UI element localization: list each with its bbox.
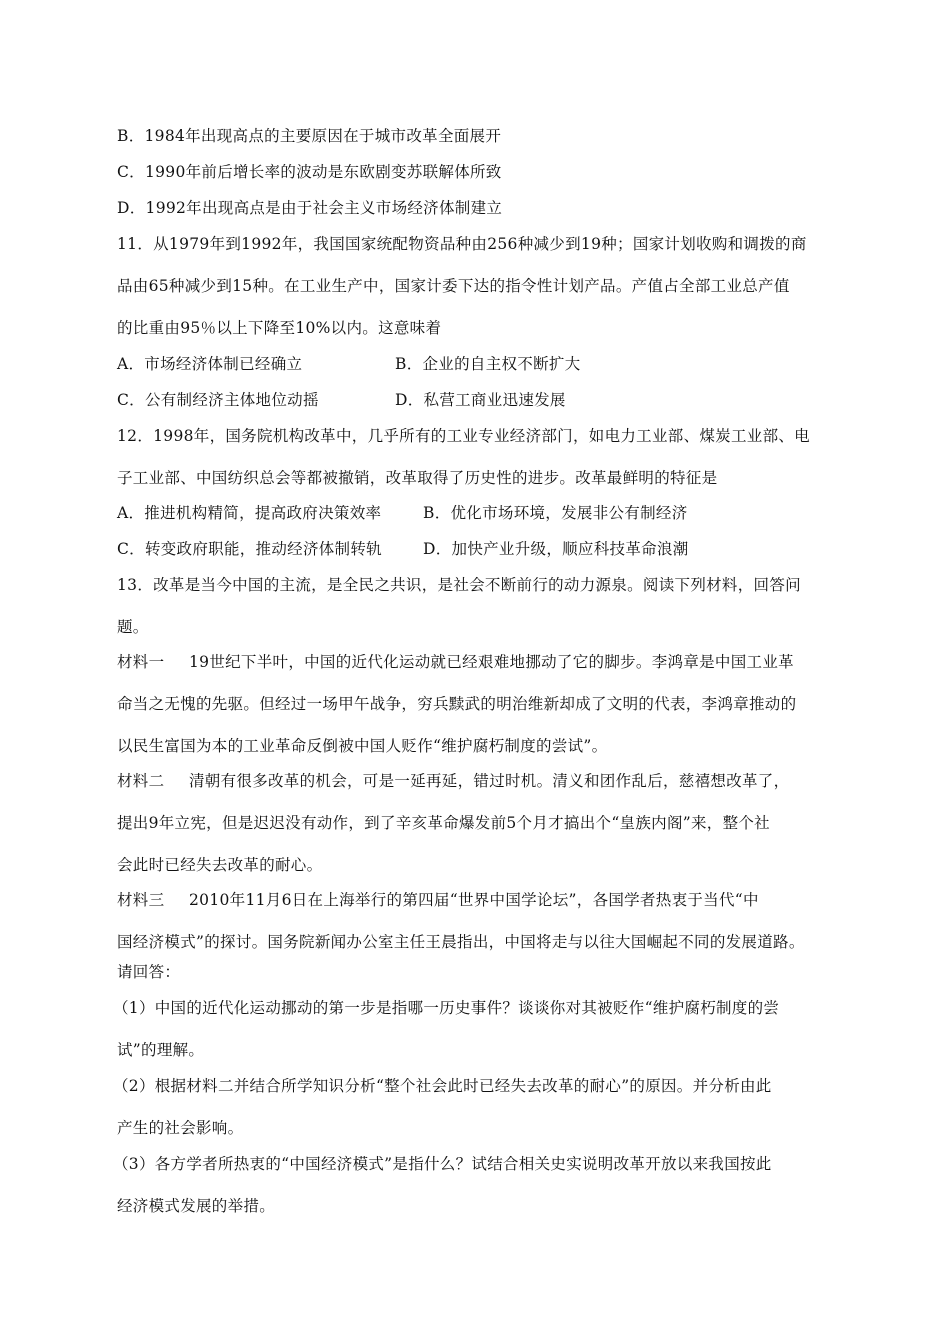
q12-option-b: B．优化市场环境，发展非公有制经济 <box>423 504 688 522</box>
q13-stem-line-1: 13．改革是当今中国的主流，是全民之共识，是社会不断前行的动力源泉。阅读下列材料，回答问 <box>117 576 801 594</box>
q11-option-c: C．公有制经济主体地位动摇 <box>117 391 319 409</box>
material-3-line-2: 国经济模式”的探讨。国务院新闻办公室主任王晨指出，中国将走与以往大国崛起不同的发展道路。 <box>117 933 805 951</box>
answer-prompt: 请回答： <box>117 963 181 981</box>
q13-stem-line-2: 题。 <box>117 618 149 636</box>
material-2-label: 材料二 <box>117 772 165 790</box>
q12-option-c: C．转变政府职能，推动经济体制转轨 <box>117 540 382 558</box>
q11-option-a: A．市场经济体制已经确立 <box>117 355 303 373</box>
material-1-label: 材料一 <box>117 653 165 671</box>
q13-sub3-line-1: （3）各方学者所热衷的“中国经济模式”是指什么？试结合相关史实说明改革开放以来我国按此 <box>113 1155 772 1173</box>
material-2-line-2: 提出9年立宪，但是迟迟没有动作，到了辛亥革命爆发前5个月才搞出个“皇族内阁”来，整个社 <box>117 814 770 832</box>
material-2-text: 清朝有很多改革的机会，可是一延再延，错过时机。清义和团作乱后，慈禧想改革了， <box>189 772 790 790</box>
q11-options-cd <box>117 390 566 410</box>
material-3-text: 2010年11月6日在上海举行的第四届“世界中国学论坛”，各国学者热衷于当代“中 <box>189 891 759 909</box>
q12-option-a: A．推进机构精简，提高政府决策效率 <box>117 504 382 522</box>
material-2-line-1 <box>117 771 789 791</box>
q10-option-b: B．1984年出现高点的主要原因在于城市改革全面展开 <box>117 127 502 145</box>
q11-stem-line-1: 11．从1979年到1992年，我国国家统配物资品种由256种减少到19种；国家计划收购和调拨的商 <box>117 235 807 253</box>
material-1-text: 19世纪下半叶，中国的近代化运动就已经艰难地挪动了它的脚步。李鸿章是中国工业革 <box>189 653 794 671</box>
q11-stem-line-3: 的比重由95％以上下降至10%以内。这意味着 <box>117 319 442 337</box>
material-1-line-3: 以民生富国为本的工业革命反倒被中国人贬作“维护腐朽制度的尝试”。 <box>117 737 608 755</box>
material-1-line-1 <box>117 652 794 672</box>
q13-sub1-line-2: 试”的理解。 <box>117 1041 205 1059</box>
q11-options-ab <box>117 354 581 374</box>
q11-stem-line-2: 品由65种减少到15种。在工业生产中，国家计委下达的指令性计划产品。产值占全部工业总产值 <box>117 277 790 295</box>
q10-option-d: D．1992年出现高点是由于社会主义市场经济体制建立 <box>117 199 503 217</box>
q12-options-ab <box>117 503 688 523</box>
q13-sub2-line-2: 产生的社会影响。 <box>117 1119 244 1137</box>
q10-option-c: C．1990年前后增长率的波动是东欧剧变苏联解体所致 <box>117 163 502 181</box>
material-3-label: 材料三 <box>117 891 165 909</box>
material-3-line-1 <box>117 890 759 910</box>
q11-option-b: B．企业的自主权不断扩大 <box>395 355 581 373</box>
q12-stem-line-1: 12．1998年，国务院机构改革中，几乎所有的工业专业经济部门，如电力工业部、煤炭工业部、电 <box>117 427 810 445</box>
q13-sub1-line-1: （1）中国的近代化运动挪动的第一步是指哪一历史事件？谈谈你对其被贬作“维护腐朽制度的尝 <box>113 999 780 1017</box>
q12-option-d: D．加快产业升级，顺应科技革命浪潮 <box>423 540 689 558</box>
q13-sub3-line-2: 经济模式发展的举措。 <box>117 1197 276 1215</box>
q11-option-d: D．私营工商业迅速发展 <box>395 391 566 409</box>
material-2-line-3: 会此时已经失去改革的耐心。 <box>117 856 323 874</box>
q13-sub2-line-1: （2）根据材料二并结合所学知识分析“整个社会此时已经失去改革的耐心”的原因。并分析由此 <box>113 1077 772 1095</box>
material-1-line-2: 命当之无愧的先驱。但经过一场甲午战争，穷兵黩武的明治维新却成了文明的代表，李鸿章推动的 <box>117 695 797 713</box>
q12-options-cd <box>117 539 689 559</box>
q12-stem-line-2: 子工业部、中国纺织总会等都被撤销，改革取得了历史性的进步。改革最鲜明的特征是 <box>117 469 718 487</box>
